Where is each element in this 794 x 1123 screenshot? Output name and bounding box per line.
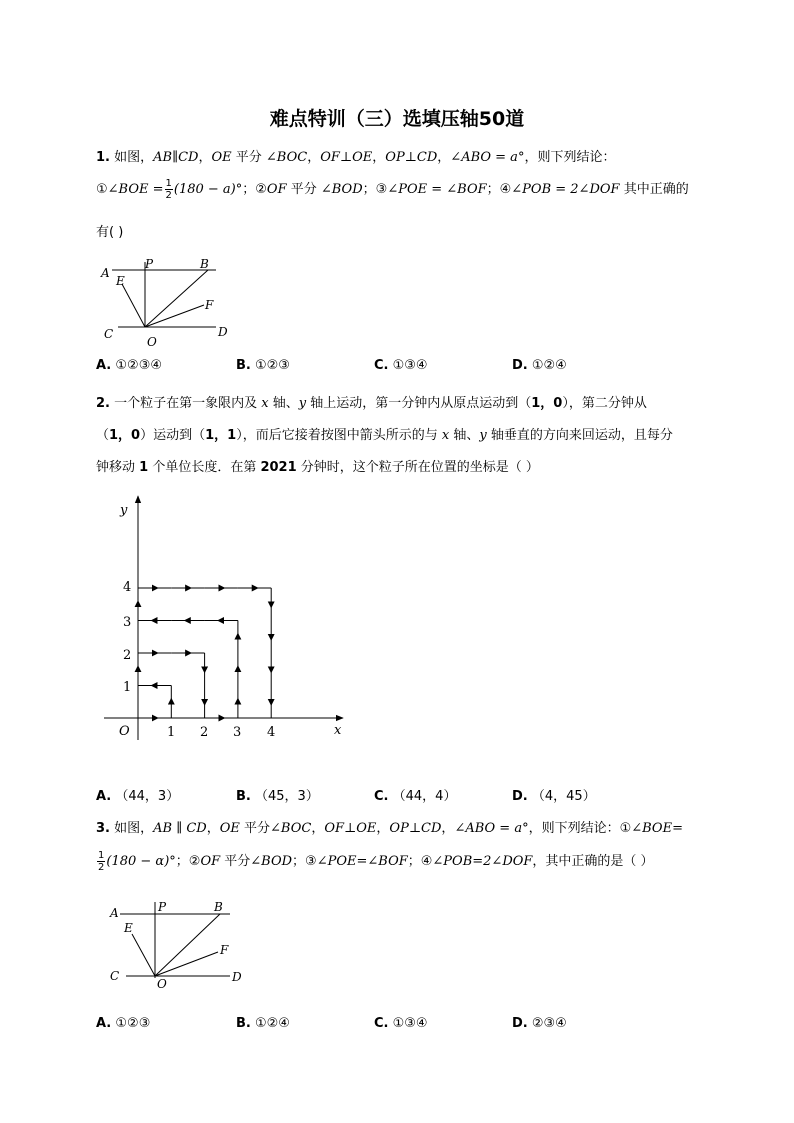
q2-option-a[interactable] bbox=[96, 785, 179, 804]
label-a: A bbox=[101, 266, 110, 280]
q1-text: ， bbox=[437, 150, 451, 165]
q1-line-3: 有( ) bbox=[96, 225, 124, 240]
line-oe bbox=[122, 284, 145, 327]
q2-graph bbox=[96, 490, 356, 750]
q3-fraction bbox=[97, 850, 105, 873]
q2-option-d[interactable] bbox=[512, 785, 596, 804]
label-b: B bbox=[214, 900, 223, 914]
q2-option-c[interactable] bbox=[374, 785, 456, 804]
option-text: ①③④ bbox=[392, 1016, 428, 1031]
line-of bbox=[155, 952, 218, 976]
label-a: A bbox=[110, 906, 119, 920]
option-text: （44，3） bbox=[115, 789, 180, 804]
option-text: ①②③ bbox=[255, 358, 290, 373]
label-d: D bbox=[218, 325, 228, 339]
q3-text: ，则下列结论：① bbox=[528, 821, 632, 836]
q2-line-1 bbox=[96, 392, 647, 411]
option-label: A. bbox=[96, 1016, 112, 1031]
q1-math: ∠BOE = bbox=[107, 182, 164, 197]
option-text: ②③④ bbox=[531, 1016, 567, 1031]
option-text: （45，3） bbox=[255, 789, 319, 804]
q1-math: AB∥CD bbox=[153, 150, 199, 165]
q1-math: (180 − a)° bbox=[173, 182, 243, 197]
page-title: 难点特训（三）选填压轴50道 bbox=[269, 108, 525, 130]
q2-text: ），而后它接着按图中箭头所示的与 bbox=[236, 428, 442, 443]
q1-text: ， bbox=[307, 150, 321, 165]
q3-math: ∠BOE= bbox=[631, 821, 683, 836]
q1-math: OE bbox=[211, 150, 232, 165]
q2-text: （ bbox=[96, 428, 110, 443]
q1-text: 其中正确的 bbox=[619, 182, 689, 197]
q2-point: 1，0 bbox=[109, 428, 141, 443]
q3-option-d[interactable] bbox=[512, 1016, 567, 1031]
q3-text: 平分 bbox=[220, 854, 251, 869]
label-c: C bbox=[104, 327, 114, 341]
q3-text: ， bbox=[376, 821, 390, 836]
option-label: B. bbox=[236, 1016, 251, 1031]
q1-fraction bbox=[165, 178, 173, 201]
q2-text: 轴上运动，第一分钟内从原点运动到（ bbox=[306, 396, 532, 411]
q3-option-b[interactable] bbox=[236, 1016, 290, 1031]
q3-math: ∠ABO = a° bbox=[454, 821, 529, 836]
label-d: D bbox=[232, 970, 242, 984]
label-p: P bbox=[158, 900, 167, 914]
q3-math: OP⊥CD bbox=[389, 821, 442, 836]
q2-math: x bbox=[441, 428, 450, 443]
q3-text: ；② bbox=[175, 854, 201, 869]
q1-option-d[interactable] bbox=[512, 358, 567, 373]
line-oe bbox=[132, 934, 155, 976]
motion-path bbox=[138, 588, 271, 718]
fraction-numerator: 1 bbox=[98, 850, 105, 861]
label-f: F bbox=[205, 298, 214, 312]
q3-math: ∠POB=2∠DOF bbox=[432, 854, 533, 869]
q1-text: 平分 bbox=[286, 182, 321, 197]
x-tick-4: 4 bbox=[267, 725, 276, 740]
q2-text: 钟移动 bbox=[96, 460, 140, 475]
q1-text: 平分 bbox=[231, 150, 266, 165]
q2-line-3 bbox=[96, 456, 539, 475]
fraction-numerator: 1 bbox=[165, 178, 172, 189]
q1-math: ∠BOD bbox=[320, 182, 363, 197]
q2-option-b[interactable] bbox=[236, 785, 319, 804]
q2-math: x bbox=[261, 396, 269, 411]
q3-text: ， bbox=[441, 821, 455, 836]
q1-option-c[interactable] bbox=[374, 358, 428, 373]
x-tick-3: 3 bbox=[233, 725, 242, 740]
q2-text: ），第二分钟从 bbox=[562, 396, 647, 411]
q1-math: ∠POB = 2∠DOF bbox=[511, 182, 620, 197]
option-label: D. bbox=[512, 358, 528, 373]
q3-text: 平分 bbox=[239, 821, 271, 836]
q2-text: ）运动到（ bbox=[140, 428, 206, 443]
q2-text: 轴垂直的方向来回运动，且每分 bbox=[486, 428, 673, 443]
y-tick-1: 1 bbox=[123, 680, 132, 695]
q2-text: 轴、 bbox=[449, 428, 480, 443]
q2-math: y bbox=[479, 428, 487, 443]
label-o: O bbox=[157, 977, 167, 991]
fraction-denominator: 2 bbox=[98, 862, 105, 873]
q2-number-value: 2021 bbox=[260, 460, 297, 475]
label-c: C bbox=[110, 969, 120, 983]
option-label: A. bbox=[96, 789, 112, 804]
q1-text: ① bbox=[96, 182, 108, 197]
option-text: （44，4） bbox=[392, 789, 457, 804]
q3-line-2 bbox=[96, 850, 654, 873]
q3-number: 3. bbox=[96, 821, 110, 836]
q1-text: ；④ bbox=[486, 182, 512, 197]
line-ob bbox=[155, 914, 220, 976]
q3-math: ∠BOD bbox=[250, 854, 293, 869]
q2-line-2 bbox=[96, 424, 673, 443]
y-tick-4: 4 bbox=[123, 580, 132, 595]
q3-line-1 bbox=[96, 817, 683, 836]
q1-text: ；③ bbox=[362, 182, 388, 197]
x-axis-label: x bbox=[334, 723, 342, 738]
fraction-denominator: 2 bbox=[165, 190, 172, 201]
q3-math: OF⊥OE bbox=[324, 821, 377, 836]
q3-math: AB ∥ CD bbox=[153, 821, 207, 836]
y-tick-3: 3 bbox=[123, 615, 132, 630]
label-p: P bbox=[145, 257, 154, 271]
q1-math: ∠ABO = a° bbox=[450, 150, 525, 165]
q1-math: OF bbox=[266, 182, 287, 197]
q3-text: ；③ bbox=[292, 854, 317, 869]
q3-figure bbox=[96, 898, 256, 998]
option-text: ①②④ bbox=[531, 358, 567, 373]
q3-math: (180 − α)° bbox=[106, 854, 176, 869]
q1-math: OF⊥OE bbox=[320, 150, 373, 165]
line-of bbox=[145, 305, 204, 327]
option-label: B. bbox=[236, 358, 251, 373]
q2-number: 2. bbox=[96, 396, 110, 411]
q2-text: 一个粒子在第一象限内及 bbox=[109, 396, 262, 411]
origin-label: O bbox=[119, 724, 130, 739]
q1-text: ， bbox=[198, 150, 212, 165]
q3-option-c[interactable] bbox=[374, 1016, 428, 1031]
q1-text: ，则下列结论： bbox=[524, 150, 616, 165]
option-text: ①②④ bbox=[255, 1016, 290, 1031]
q2-text: 分钟时，这个粒子所在位置的坐标是（ ） bbox=[296, 460, 539, 475]
y-tick-2: 2 bbox=[123, 648, 132, 663]
q1-line-1 bbox=[96, 146, 615, 165]
q1-option-a[interactable] bbox=[96, 358, 162, 373]
option-label: A. bbox=[96, 358, 112, 373]
q2-text: 个单位长度．在第 bbox=[148, 460, 261, 475]
q3-math: OE bbox=[219, 821, 240, 836]
q3-math: OF bbox=[200, 854, 221, 869]
option-label: C. bbox=[374, 1016, 389, 1031]
q1-math: ∠POE = ∠BOF bbox=[387, 182, 487, 197]
q1-text: ；② bbox=[242, 182, 267, 197]
q1-text: ， bbox=[372, 150, 386, 165]
option-text: ①②③④ bbox=[115, 358, 163, 373]
q1-option-b[interactable] bbox=[236, 358, 290, 373]
x-tick-2: 2 bbox=[200, 725, 209, 740]
q3-text: ；④ bbox=[407, 854, 433, 869]
q3-text: ， bbox=[206, 821, 220, 836]
option-text: （4，45） bbox=[531, 789, 596, 804]
q2-text: 轴、 bbox=[268, 396, 299, 411]
option-label: D. bbox=[512, 1016, 528, 1031]
q3-option-a[interactable] bbox=[96, 1016, 150, 1031]
label-o: O bbox=[147, 335, 157, 349]
option-text: ①③④ bbox=[392, 358, 428, 373]
q2-point: 1，1 bbox=[205, 428, 237, 443]
y-axis-label: y bbox=[120, 503, 128, 518]
label-e: E bbox=[124, 921, 133, 935]
q3-math: ∠BOC bbox=[270, 821, 312, 836]
label-b: B bbox=[200, 257, 209, 271]
option-label: D. bbox=[512, 789, 528, 804]
q3-text: ， bbox=[311, 821, 325, 836]
q1-figure bbox=[96, 254, 246, 350]
x-tick-1: 1 bbox=[167, 725, 176, 740]
q1-text: 如图， bbox=[109, 150, 154, 165]
option-label: C. bbox=[374, 358, 389, 373]
q2-point: 1，0 bbox=[531, 396, 563, 411]
q1-line-2 bbox=[96, 178, 689, 201]
option-label: B. bbox=[236, 789, 251, 804]
q3-text: 如图， bbox=[109, 821, 154, 836]
q1-number: 1. bbox=[96, 150, 110, 165]
q1-math: OP⊥CD bbox=[385, 150, 438, 165]
label-f: F bbox=[220, 943, 229, 957]
line-ob bbox=[145, 270, 208, 327]
q3-math: ∠POE=∠BOF bbox=[316, 854, 408, 869]
q2-math: y bbox=[298, 396, 307, 411]
q1-math: ∠BOC bbox=[265, 150, 308, 165]
q2-number-value: 1 bbox=[139, 460, 149, 475]
q3-text: ，其中正确的是（ ） bbox=[532, 854, 654, 869]
option-text: ①②③ bbox=[115, 1016, 151, 1031]
label-e: E bbox=[116, 274, 125, 288]
option-label: C. bbox=[374, 789, 389, 804]
